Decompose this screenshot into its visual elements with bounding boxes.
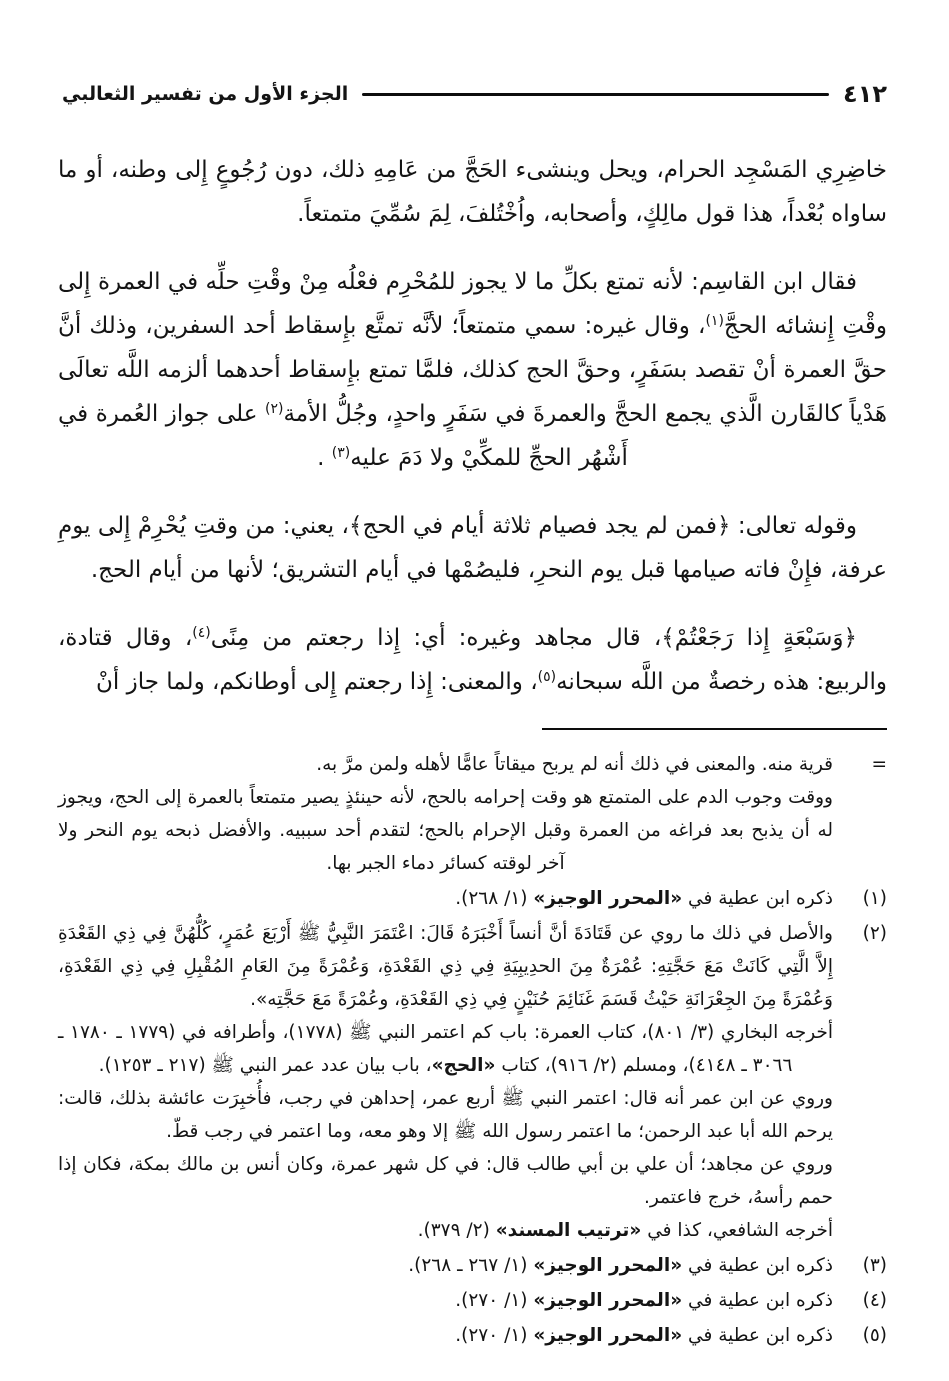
footnote-1 [58, 882, 887, 915]
footnote-paragraph: ووقت وجوب الدم على المتمتع هو وقت إحرامه بالحج، لأنه حينئذٍ يصير متمتعاً بالعمرة إلى الحج، ويجوز له أن يذبح بعد فراغه من العمرة وقبل الإحرام بالحج؛ لتقدم أحد سببيه. والأفضل ذبحه يوم النحر ولا آخر لوقته كسائر دماء الجبر بها. [58, 787, 833, 874]
footnote-text [58, 882, 833, 915]
cited-book-title: «المحرر الوجيز» [533, 1325, 683, 1346]
cited-book-title: «المحرر الوجيز» [533, 1290, 683, 1311]
footnote-number: (٣) [862, 1255, 887, 1276]
citation-locator: (١/ ٢٦٨). [455, 888, 534, 909]
footnote-number: (١) [862, 888, 887, 909]
footnote-text [58, 1284, 833, 1317]
citation-locator: (١/ ٢٦٧ ـ ٢٦٨). [408, 1255, 534, 1276]
citation-locator: (١/ ٢٧٠). [455, 1290, 534, 1311]
footnote-paragraph: وروي عن مجاهد؛ أن علي بن أبي طالب قال: في كل شهر عمرة، وكان أنس بن مالك بمكة، فكان إذا حمم رأسهُ، خرج فاعتمر. [58, 1154, 833, 1208]
footnote-paragraph: قرية منه. والمعنى في ذلك أنه لم يربح ميقاتاً عامًّا لأهله ولمن مرَّ به. [316, 754, 833, 775]
paragraph-text: . [317, 445, 332, 471]
footnote-citation: أخرجه الشافعي، كذا في [641, 1220, 833, 1241]
continuation-marker: = [871, 754, 887, 775]
paragraph-text: فقال ابن القاسِم: لأنه تمتع بكلِّ ما لا يجوز للمُحْرِم فعْلُه مِنْ وقْتِ حلِّه في العمرة إِلى وقْتِ إِنشائه الحجَّ [58, 269, 888, 339]
footnote-paragraph [58, 1319, 833, 1352]
body-paragraph [58, 260, 887, 480]
footnote-2 [58, 917, 887, 1247]
footnote-ref-2: (٢) [264, 401, 284, 417]
footnote-ref-4: (٤) [192, 625, 211, 641]
paragraph-text: ، وقال غيره: سمي متمتعاً؛ لأنَّه تمتَّع بإِسقاط أحد السفرين، وذلك أنَّ حقَّ العمرة أنْ تقصد بسَفَرٍ، وحقَّ الحج كذلك، فلمَّا تمتع بإِسقاط أحدهما ألزمه اللَّه تعالَى هَدْياً كالقَارن الَّذي يجمع الحجَّ والعمرةَ في سَفَرٍ واحدٍ، وجُلُّ الأمة [58, 313, 887, 427]
cited-book-title: «المحرر الوجيز» [533, 888, 683, 909]
main-text [58, 148, 887, 730]
page-number: ٤١٢ [843, 80, 887, 108]
footnote-citation: ذكره ابن عطية في [682, 1255, 833, 1276]
footnote-paragraph [58, 1249, 833, 1282]
book-title: الجزء الأول من تفسير الثعالبي [62, 83, 349, 105]
body-paragraph [58, 616, 887, 704]
footnote-number: (٤) [862, 1290, 887, 1311]
body-paragraph: وقوله تعالى: ﴿فمن لم يجد فصيام ثلاثة أيام في الحج﴾، يعني: من وقتِ يُحْرِمْ إِلى يومِ عرفة، فإِنْ فاته صيامها قبل يوم النحرِ، فليصُمْها في أيام التشريق؛ لأنها من أيام الحج. [58, 513, 887, 583]
footnote-paragraph [58, 1214, 833, 1247]
footnote-separator [542, 728, 887, 730]
footnote-citation: ذكره ابن عطية في [682, 1290, 833, 1311]
footnote-continuation [58, 748, 887, 880]
footnote-text [58, 1319, 833, 1352]
footnote-3 [58, 1249, 887, 1282]
footnote-paragraph [58, 882, 833, 915]
paragraph-text: ﴿وَسَبْعَةٍ إِذا رَجَعْتُمْ﴾، قال مجاهد وغيره: أي: إِذا رجعتم من مِنًى [210, 625, 857, 651]
cited-book-title: «المحرر الوجيز» [533, 1255, 683, 1276]
body-paragraph: خاضِرِي المَسْجِد الحرام، ويحل وينشىء الحَجَّ من عَامِهِ ذلك، دون رُجُوعٍ إِلى وطنه، أو ما ساواه بُعْداً، هذا قول مالِكٍ، وأصحابه، واُخْتُلفَ، لِمَ سُمِّيَ متمتعاً. [58, 157, 887, 227]
footnote-paragraph [58, 1284, 833, 1317]
paragraph-text: على جواز العُمرة في أَشْهُر الحجِّ للمكِّيْ ولا دَمَ عليه [58, 401, 628, 471]
footnotes-section [58, 748, 887, 1352]
paragraph-text: ، والمعنى: إِذا رجعتم إِلى أوطانكم، ولما جاز أنْ [96, 669, 538, 695]
cited-book-title: «ترتيب المسند» [495, 1220, 642, 1241]
footnote-5 [58, 1319, 887, 1352]
footnote-ref-3: (٣) [331, 445, 351, 461]
footnote-4 [58, 1284, 887, 1317]
footnote-paragraph [58, 1016, 833, 1082]
footnote-ref-1: (١) [705, 313, 724, 329]
footnote-paragraph: والأصل في ذلك ما روي عن قَتَادَةَ أنَّ أنساً أَخْبَرَهُ قَالَ: اعْتَمَرَ النَّبِيُّ ﷺ أَرْبَعَ عُمَرٍ، كُلُّهُنَّ فِي ذِي القَعْدَةِ إِلاَّ الَّتِي كَانَتْ مَعَ حَجَّتِهِ: عُمْرَةٌ مِنَ الحدِيبِيَةِ فِي ذِي القَعْدَةِ، وَعُمْرَةً مِنَ العَامِ المُقْبِلِ فِي ذِي القَعْدَةِ، وَعُمْرَةً مِنَ الجِعْرَانَةِ حَيْثُ قَسَمَ غَنَائِمَ حُنَيْنٍ فِي ذِي القَعْدَةِ، وعُمْرَةً مَعَ حَجَّتِه». [58, 923, 833, 1010]
footnote-citation: ذكره ابن عطية في [682, 888, 833, 909]
page-header [62, 80, 887, 108]
footnote-paragraph: وروي عن ابن عمر أنه قال: اعتمر النبي ﷺ أربع عمر، إحداهن في رجب، فأُخبِرَت عائشة بذلك، قالت: يرحم الله أبا عبد الرحمن؛ ما اعتمر رسول الله ﷺ إلا وهو معه، وما اعتمر في رجب قطّ. [58, 1088, 833, 1142]
footnote-citation: ذكره ابن عطية في [682, 1325, 833, 1346]
citation-locator: (١/ ٢٧٠). [455, 1325, 534, 1346]
footnote-number: (٥) [862, 1325, 887, 1346]
footnote-text [58, 917, 833, 1247]
citation-locator: (٢/ ٣٧٩). [417, 1220, 496, 1241]
footnote-text [58, 748, 833, 880]
header-rule [362, 93, 829, 96]
footnote-citation: أخرجه البخاري (٣/ ٨٠١)، كتاب العمرة: باب كم اعتمر النبي ﷺ (١٧٧٨)، وأطرافه في (١٧٧٩ ـ ١٧٨٠ ـ ٣٠٦٦ ـ ٤١٤٨)، ومسلم (٢/ ٩١٦)، كتاب [58, 1022, 833, 1076]
footnote-number: (٢) [862, 923, 887, 944]
footnote-text [58, 1249, 833, 1282]
footnote-ref-5: (٥) [537, 669, 557, 685]
paragraph-text: ، وقال قتادة، والربيع: هذه رخصةٌ من اللَّه سبحانه [58, 625, 887, 695]
citation-locator: ، باب بيان عدد عمر النبي ﷺ (٢١٧ ـ ١٢٥٣). [98, 1055, 432, 1076]
cited-book-title: «الحج» [431, 1055, 496, 1076]
